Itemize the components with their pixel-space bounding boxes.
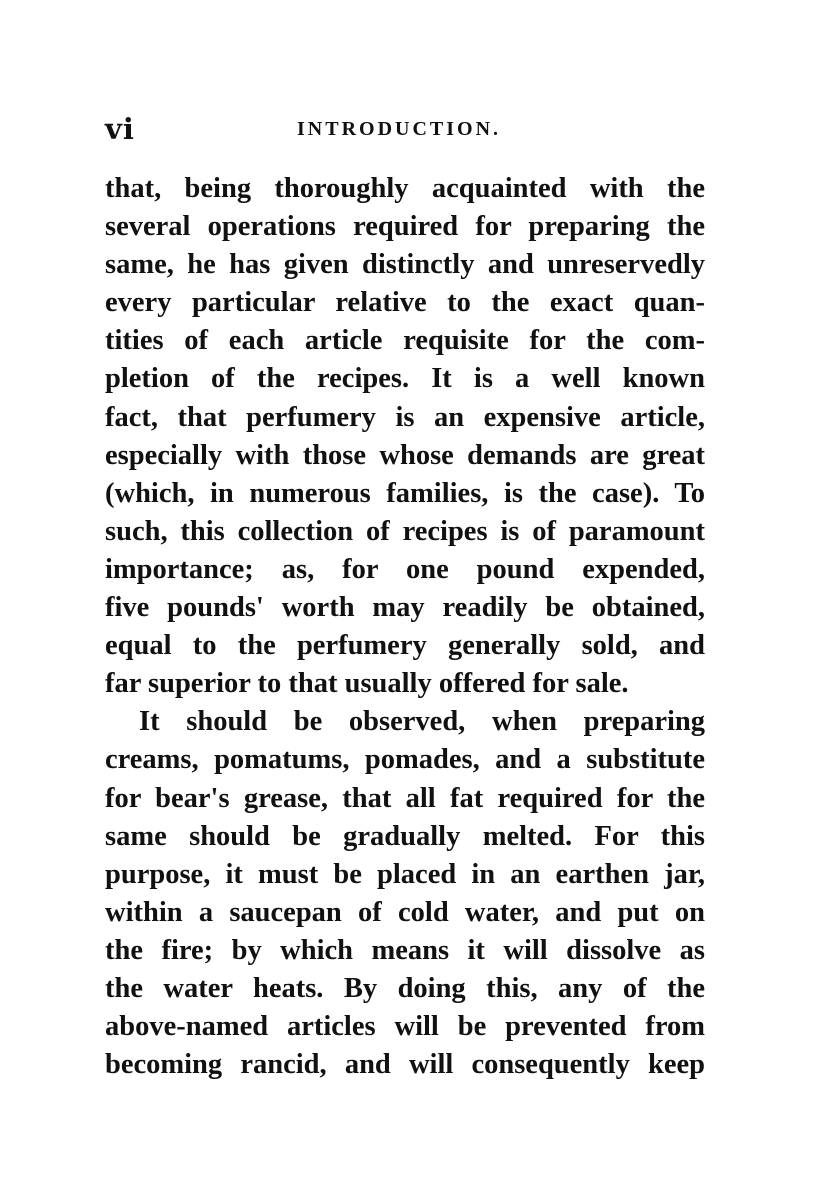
text-line: the fire; by which means it will dissolve as <box>105 934 705 966</box>
text-line: creams, pomatums, pomades, and a substitute <box>105 744 705 776</box>
text-line: becoming rancid, and will consequently keep <box>105 1049 705 1081</box>
text-line: especially with those whose demands are great <box>105 439 705 471</box>
text-line: (which, in numerous families, is the case). To <box>105 477 705 509</box>
running-head: INTRODUCTION. <box>297 118 502 140</box>
text-line: above-named articles will be prevented from <box>105 1011 705 1043</box>
text-line: purpose, it must be placed in an earthen jar, <box>105 858 705 890</box>
text-line: same should be gradually melted. For this <box>105 820 705 852</box>
text-line: pletion of the recipes. It is a well known <box>105 363 705 395</box>
text-line: for bear's grease, that all fat required for the <box>105 782 705 814</box>
text-line: several operations required for preparing the <box>105 211 705 243</box>
text-line: importance; as, for one pound expended, <box>105 553 705 585</box>
text-line: such, this collection of recipes is of paramount <box>105 515 705 547</box>
text-line: five pounds' worth may readily be obtained, <box>105 592 705 624</box>
text-line: every particular relative to the exact quan- <box>105 287 705 319</box>
text-line: that, being thoroughly acquainted with the <box>105 173 705 204</box>
body-text <box>105 170 705 1084</box>
page-number: vi <box>105 112 135 146</box>
text-line: far superior to that usually offered for sale. <box>105 668 629 700</box>
text-line: within a saucepan of cold water, and put on <box>105 896 705 928</box>
text-line: the water heats. By doing this, any of the <box>105 972 705 1004</box>
page-header <box>105 112 705 152</box>
paragraph-2 <box>105 703 705 1084</box>
paragraph-1 <box>105 170 705 703</box>
text-line: fact, that perfumery is an expensive article, <box>105 401 705 433</box>
text-line: same, he has given distinctly and unreservedly <box>105 249 705 281</box>
text-line: tities of each article requisite for the com- <box>105 325 705 357</box>
text-line: equal to the perfumery generally sold, and <box>105 630 705 662</box>
text-line: It should be observed, when preparing <box>139 706 705 738</box>
